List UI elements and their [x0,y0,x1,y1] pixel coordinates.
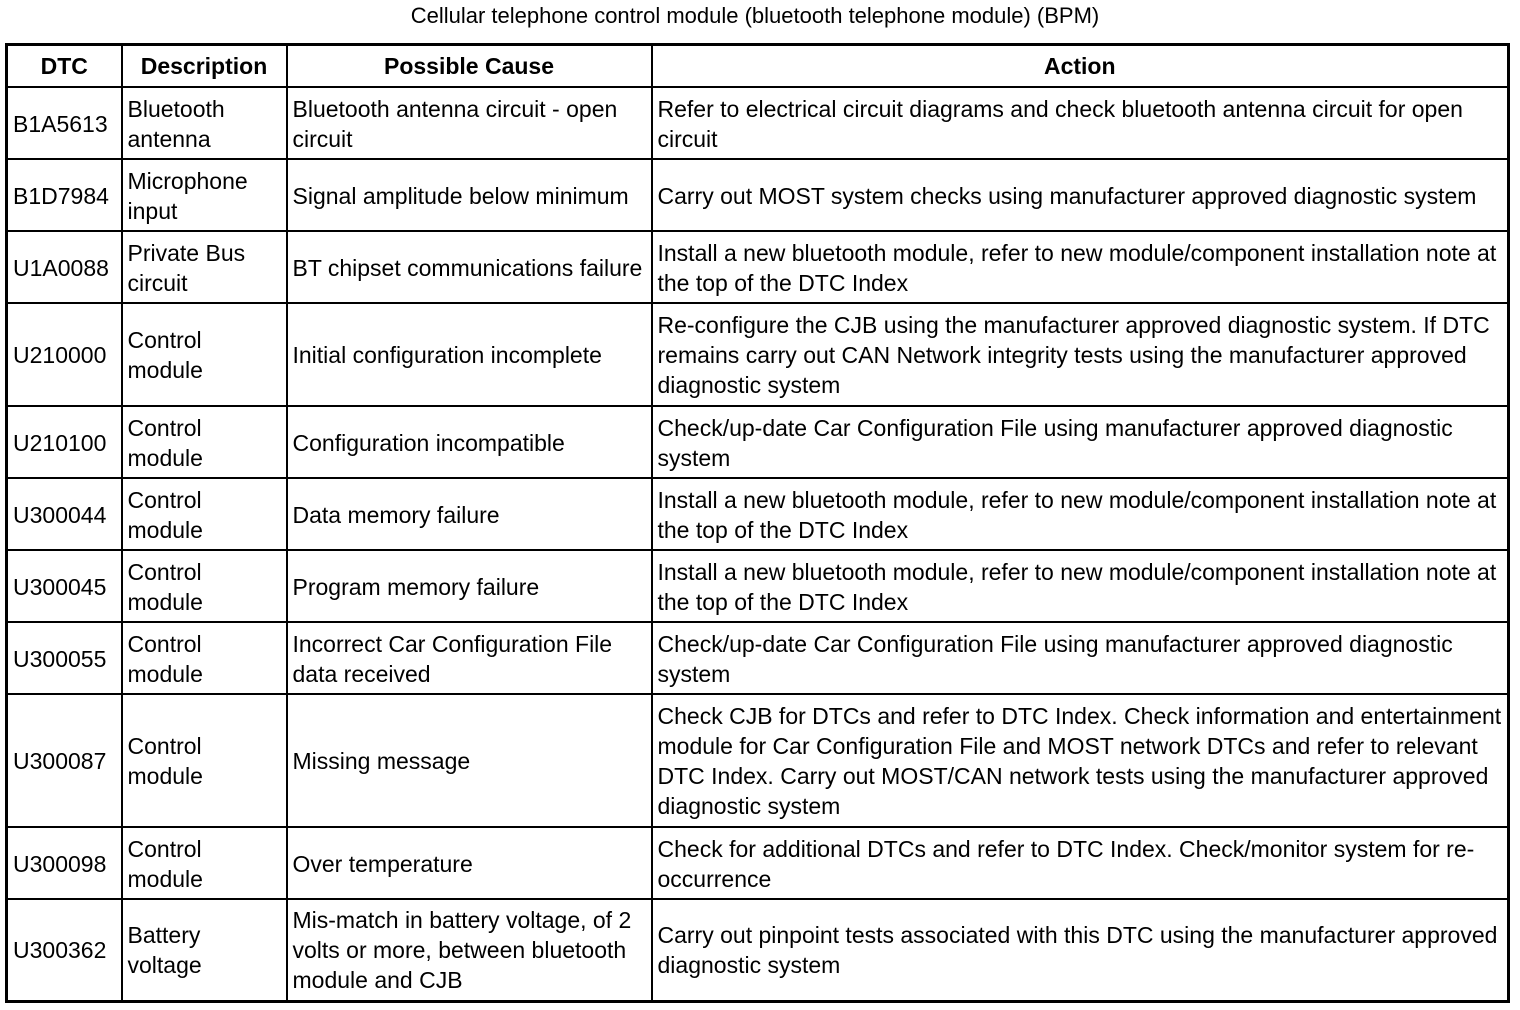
dtc-description: Bluetooth antenna [122,87,287,159]
possible-cause: Initial configuration incomplete [287,303,652,406]
action: Carry out MOST system checks using manufacturer approved diagnostic system [652,159,1509,231]
dtc-code: U210000 [7,303,122,406]
action: Check for additional DTCs and refer to DTC Index. Check/monitor system for re-occurrence [652,827,1509,899]
dtc-code: U1A0088 [7,231,122,303]
table-row [7,159,1509,231]
table-row [7,550,1509,622]
dtc-description: Control module [122,827,287,899]
action: Check/up-date Car Configuration File using manufacturer approved diagnostic system [652,406,1509,478]
dtc-code: U300044 [7,478,122,550]
possible-cause: Program memory failure [287,550,652,622]
dtc-code: U300045 [7,550,122,622]
action: Check CJB for DTCs and refer to DTC Index. Check information and entertainment module for Car Configuration File and MOST network DTCs and refer to relevant DTC Index. Carry out MOST/CAN network tests using the manufacturer approved diagnostic system [652,694,1509,827]
possible-cause: Configuration incompatible [287,406,652,478]
dtc-code: U210100 [7,406,122,478]
dtc-code: U300055 [7,622,122,694]
table-row [7,694,1509,827]
table-caption: Cellular telephone control module (bluetooth telephone module) (BPM) [410,3,1100,28]
table-row [7,303,1509,406]
action: Install a new bluetooth module, refer to new module/component installation note at the top of the DTC Index [652,550,1509,622]
table-row [7,899,1509,1001]
table-row [7,622,1509,694]
column-header-dtc: DTC [7,45,122,88]
possible-cause: Bluetooth antenna circuit - open circuit [287,87,652,159]
dtc-table [5,43,1510,1003]
possible-cause: Signal amplitude below minimum [287,159,652,231]
column-header-description: Description [122,45,287,88]
dtc-code: B1A5613 [7,87,122,159]
dtc-description: Microphone input [122,159,287,231]
table-row [7,231,1509,303]
action: Install a new bluetooth module, refer to new module/component installation note at the top of the DTC Index [652,478,1509,550]
table-row [7,406,1509,478]
dtc-description: Control module [122,478,287,550]
possible-cause: Mis-match in battery voltage, of 2 volts or more, between bluetooth module and CJB [287,899,652,1001]
action: Refer to electrical circuit diagrams and check bluetooth antenna circuit for open circuit [652,87,1509,159]
dtc-description: Control module [122,406,287,478]
dtc-description: Control module [122,550,287,622]
possible-cause: Data memory failure [287,478,652,550]
action: Install a new bluetooth module, refer to new module/component installation note at the top of the DTC Index [652,231,1509,303]
column-header-possible-cause: Possible Cause [287,45,652,88]
dtc-description: Control module [122,303,287,406]
table-row [7,827,1509,899]
dtc-code: U300098 [7,827,122,899]
possible-cause: Incorrect Car Configuration File data received [287,622,652,694]
action: Carry out pinpoint tests associated with this DTC using the manufacturer approved diagnostic system [652,899,1509,1001]
table-row [7,87,1509,159]
dtc-description: Control module [122,622,287,694]
action: Re-configure the CJB using the manufacturer approved diagnostic system. If DTC remains carry out CAN Network integrity tests using the manufacturer approved diagnostic system [652,303,1509,406]
possible-cause: Missing message [287,694,652,827]
dtc-code: U300087 [7,694,122,827]
column-header-action: Action [652,45,1509,88]
dtc-code: U300362 [7,899,122,1001]
dtc-description: Private Bus circuit [122,231,287,303]
table-row [7,478,1509,550]
dtc-description: Battery voltage [122,899,287,1001]
header-row [7,45,1509,88]
action: Check/up-date Car Configuration File using manufacturer approved diagnostic system [652,622,1509,694]
dtc-description: Control module [122,694,287,827]
possible-cause: Over temperature [287,827,652,899]
possible-cause: BT chipset communications failure [287,231,652,303]
dtc-code: B1D7984 [7,159,122,231]
